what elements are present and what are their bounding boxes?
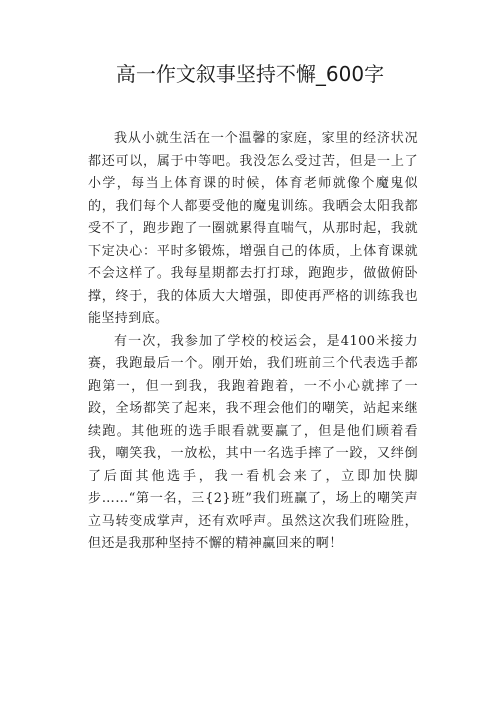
paragraph-2: 有一次，我参加了学校的校运会，是4100米接力赛，我跑最后一个。刚开始，我们班前三个代表选手都跑第一，但一到我，我跑着跑着，一不小心就摔了一跤，全场都笑了起来，我不理会他们的嘲笑，站起来继续跑。其他班的选手眼看就要赢了，但是他们顾着看我，嘲笑我，一放松，其中一名选手摔了一跤，又绊倒了后面其他选手，我一看机会来了，立即加快脚步……“第一名，三{2}班”我们班赢了，场上的嘲笑声立马转变成掌声，还有欢呼声。虽然这次我们班险胜，但还是我那种坚持不懈的精神赢回来的啊！	[88, 333, 418, 551]
paragraph-1: 我从小就生活在一个温馨的家庭，家里的经济状况都还可以，属于中等吧。我没怎么受过苦，但是一上了小学，每当上体育课的时候，体育老师就像个魔鬼似的，我们每个人都要受他的魔鬼训练。我晒会太阳我都受不了，跑步跑了一圈就累得直喘气，从那时起，我就下定决心：平时多锻炼，增强自己的体质，上体育课就不会这样了。我每星期都去打打球，跑跑步，做做俯卧撑，终于，我的体质大大增强，即使再严格的训练我也能坚持到底。	[88, 131, 418, 326]
document-title: 高一作文叙事坚持不懈_600字	[115, 62, 385, 86]
essay-body	[88, 128, 418, 556]
